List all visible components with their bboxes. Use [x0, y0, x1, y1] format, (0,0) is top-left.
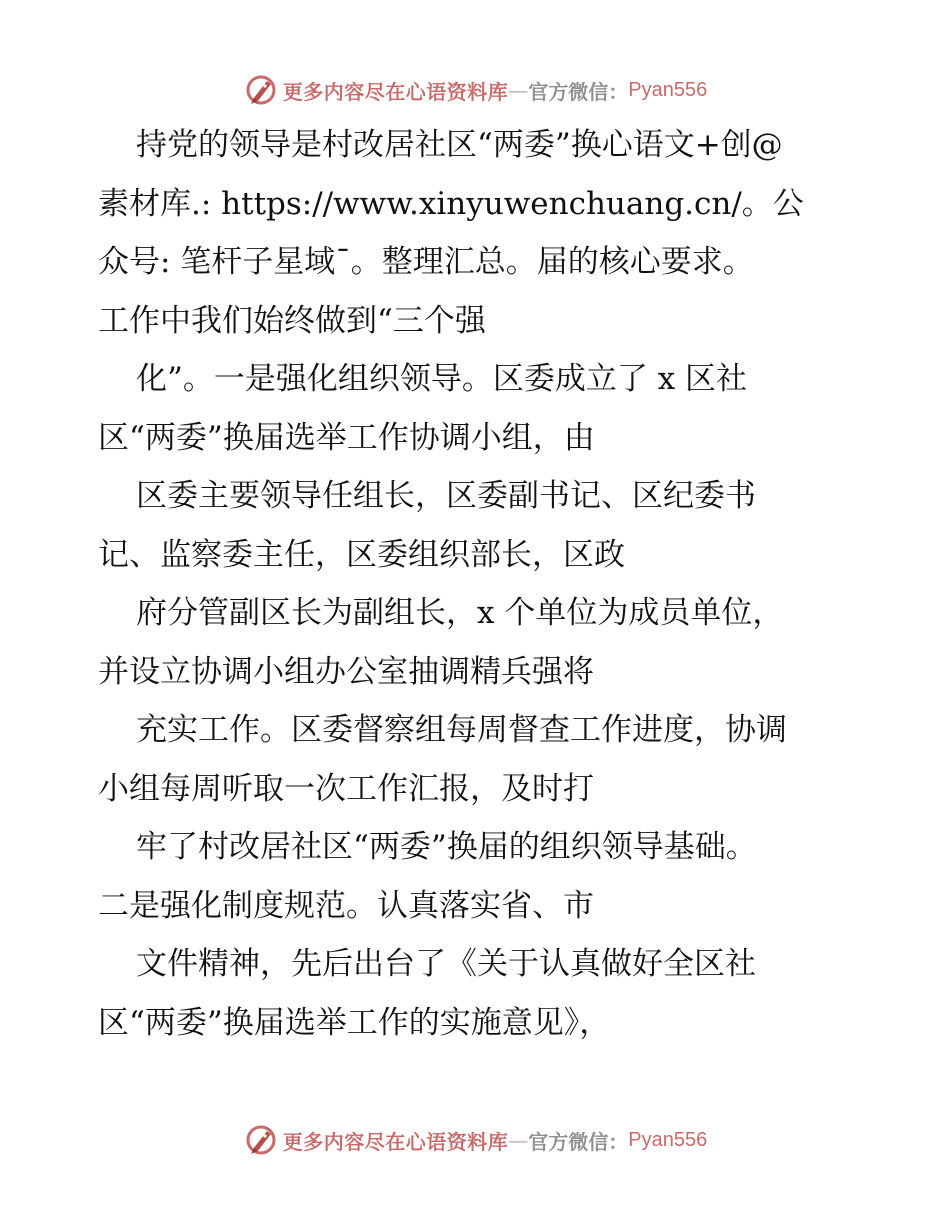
text-line: 记、监察委主任，区委组织部长，区政 — [98, 536, 625, 573]
footer-banner — [0, 1120, 950, 1160]
banner-wechat-id: Pyan556 — [628, 78, 708, 101]
banner-separator: — — [508, 78, 529, 102]
banner-main-text: 更多内容尽在心语资料库 — [282, 79, 509, 104]
header-banner — [0, 70, 950, 110]
banner-wechat-label: 官方微信： — [528, 1129, 629, 1154]
text-line: 牢了村改居社区“两委”换届的组织领导基础。 — [136, 829, 757, 865]
text-line: 工作中我们始终做到“三个强 — [98, 302, 486, 339]
text-line: 文件精神，先后出台了《关于认真做好全区社 — [136, 946, 756, 982]
text-line: 并设立协调小组办公室抽调精兵强将 — [98, 653, 594, 690]
text-line: 府分管副区长为副组长，x 个单位为成员单位， — [136, 595, 784, 631]
text-line: 区“两委”换届选举工作协调小组，由 — [98, 419, 595, 456]
banner-separator: — — [508, 1128, 529, 1152]
text-line: 充实工作。区委督察组每周督查工作进度，协调 — [136, 712, 787, 748]
text-line: 持党的领导是村改居社区“两委”换心语文+创@ — [136, 127, 783, 163]
text-line: 素材库.: https://www.xinyuwenchuang.cn/。公 — [98, 185, 804, 222]
fountain-pen-logo-icon — [243, 72, 279, 108]
body-text — [98, 116, 858, 1052]
text-line: 区委主要领导任组长，区委副书记、区纪委书 — [136, 478, 756, 514]
banner-main-text: 更多内容尽在心语资料库 — [282, 1129, 509, 1154]
text-line: 众号: 笔杆子星域¯。整理汇总。届的核心要求。 — [98, 244, 754, 280]
text-line: 二是强化制度规范。认真落实省、市 — [98, 887, 594, 924]
text-line: 化”。一是强化组织领导。区委成立了 x 区社 — [136, 361, 748, 397]
fountain-pen-logo-icon — [243, 1122, 279, 1158]
text-line: 区“两委”换届选举工作的实施意见》， — [98, 1004, 611, 1041]
banner-wechat-id: Pyan556 — [628, 1128, 708, 1151]
text-line: 小组每周听取一次工作汇报，及时打 — [98, 770, 594, 807]
banner-wechat-label: 官方微信： — [528, 79, 629, 104]
